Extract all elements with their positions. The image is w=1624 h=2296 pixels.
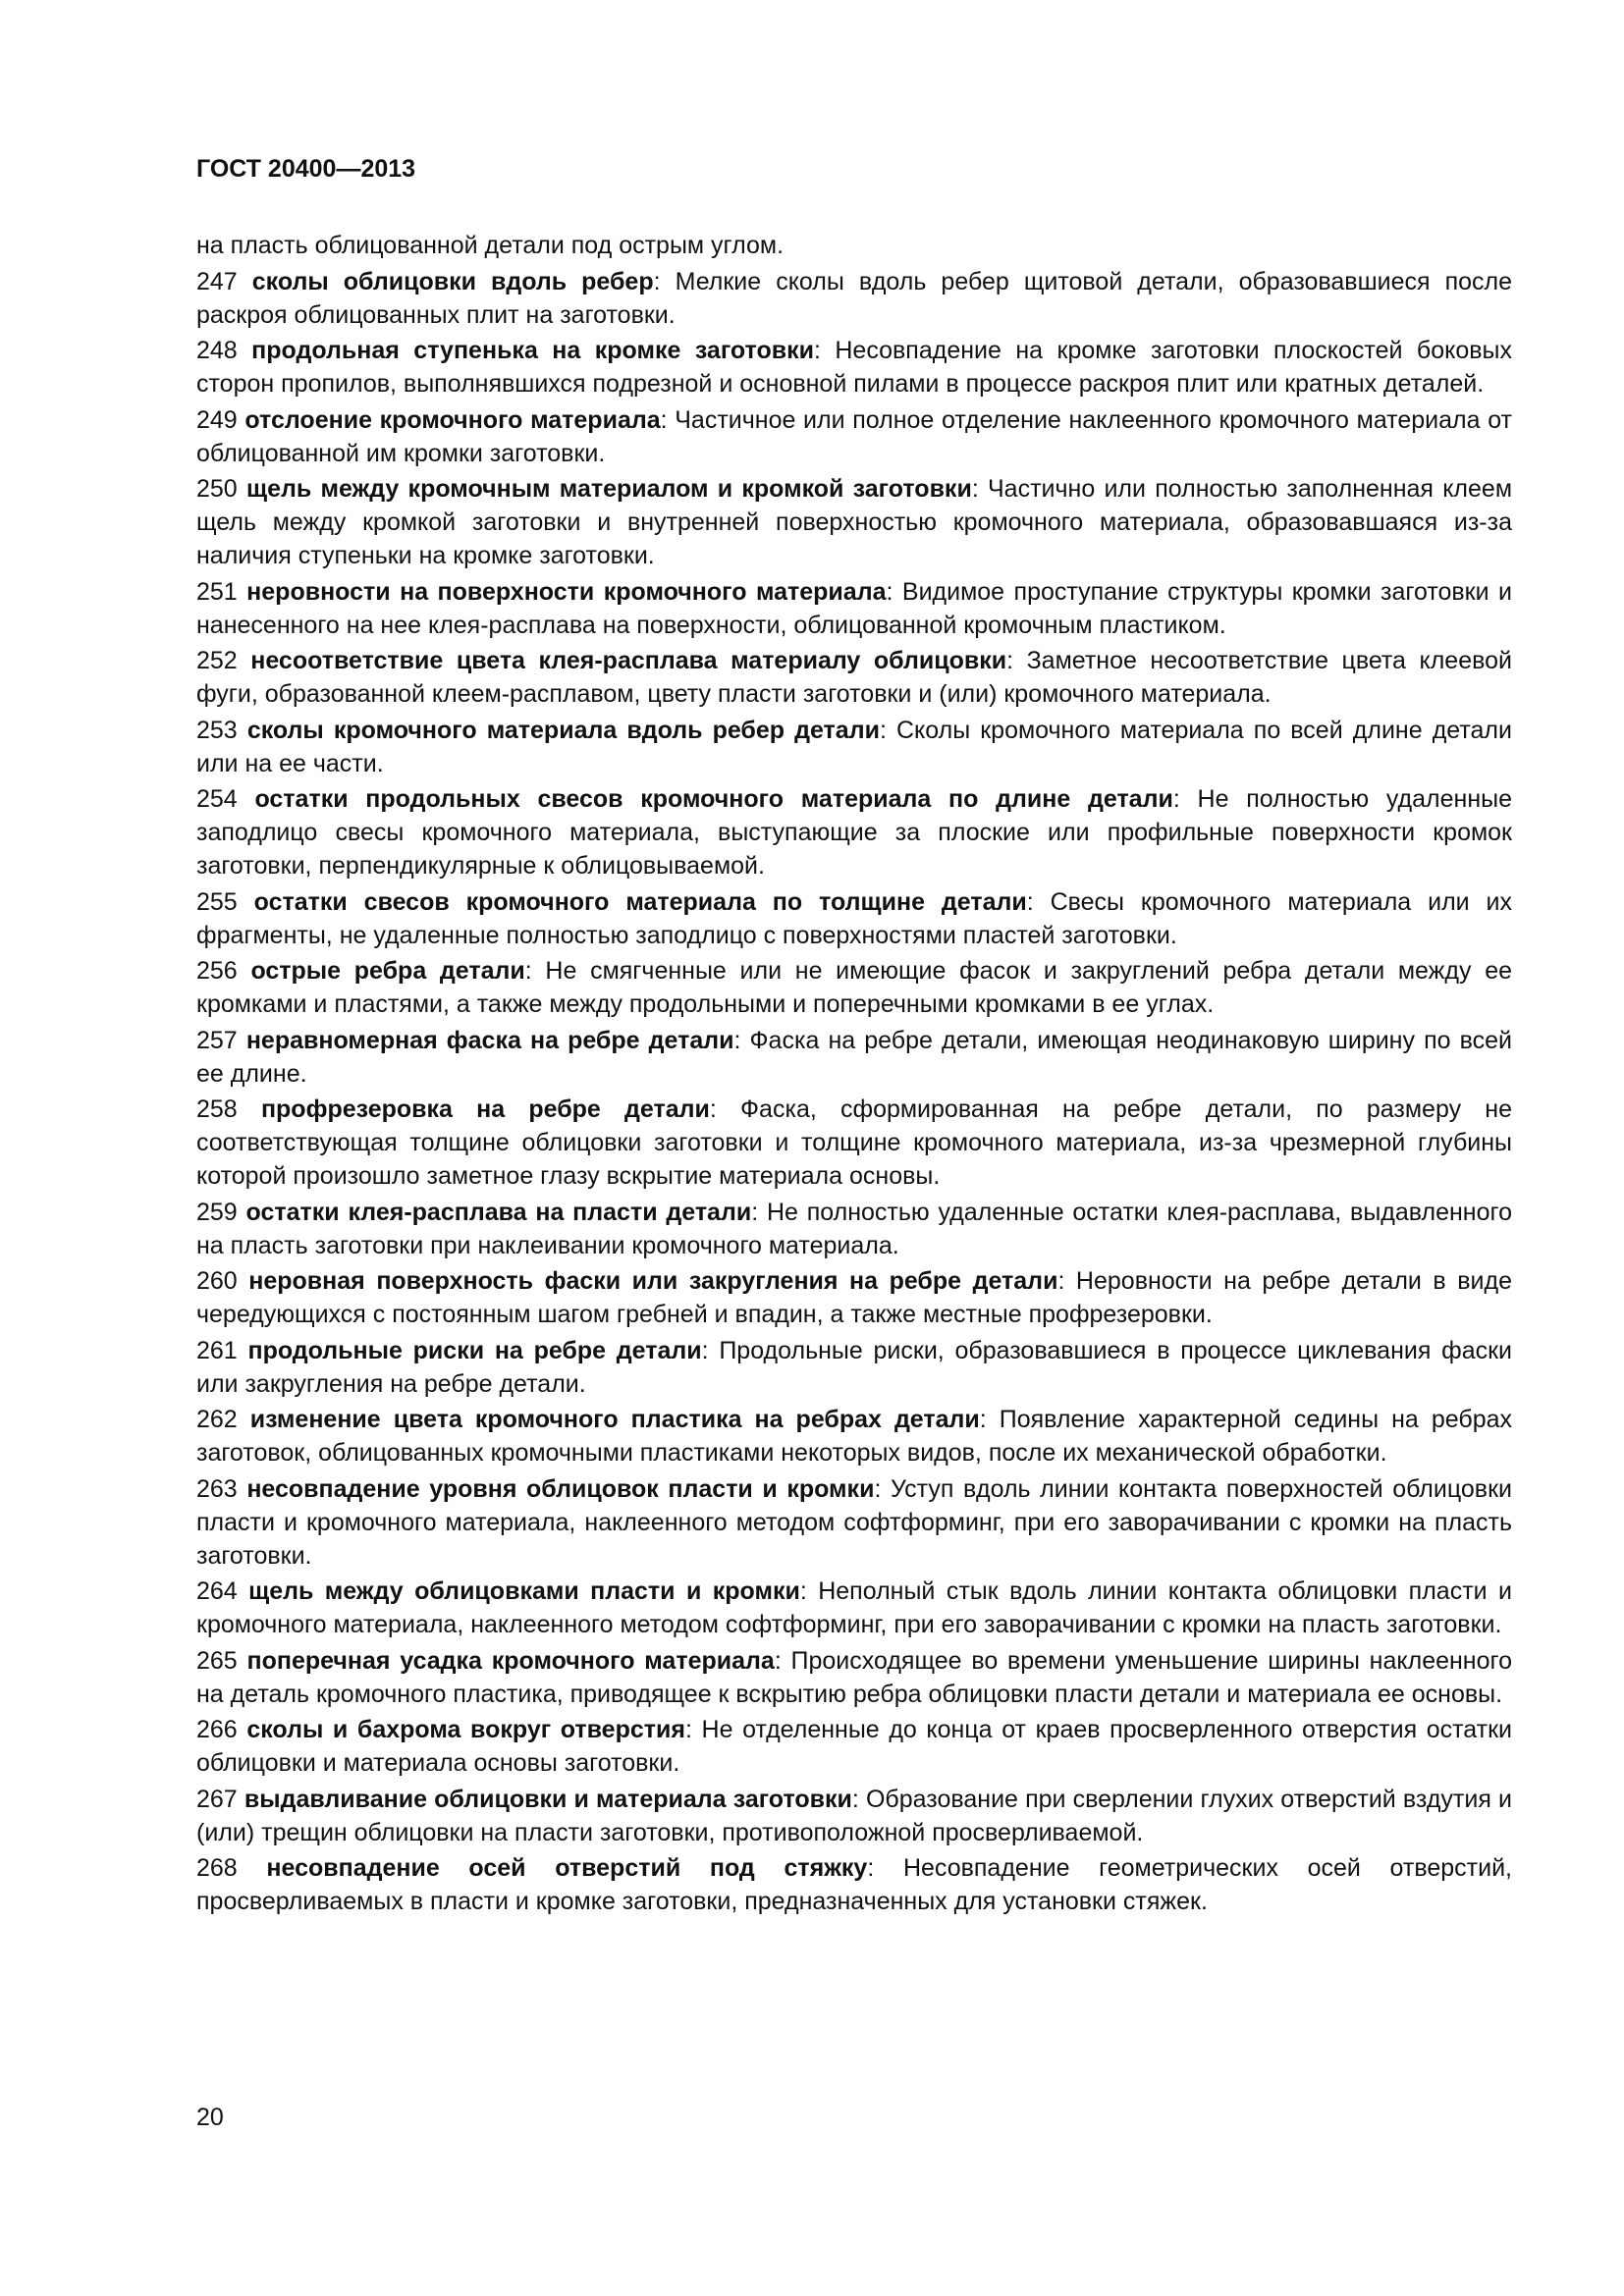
standard-header: ГОСТ 20400—2013 — [196, 155, 416, 183]
term-title: острые ребра детали — [250, 957, 525, 985]
term-title: выдавливание облицовки и материала заготовки — [244, 1785, 852, 1813]
term-entry — [196, 1196, 1512, 1262]
term-definition: : Не смягченные или не имеющие фасок и закруглений ребра детали между ее кромками и пластями, а также между продольными и поперечными кромками в ее углах. — [196, 957, 1512, 1018]
term-entry — [196, 1851, 1512, 1918]
term-entry — [196, 334, 1512, 400]
term-entry — [196, 1093, 1512, 1193]
term-definition: : Заметное несоответствие цвета клеевой фуги, образованной клеем-расплавом, цвету пласти заготовки и (или) кромочного материала. — [196, 647, 1512, 708]
term-title: остатки продольных свесов кромочного материала по длине детали — [254, 785, 1173, 813]
term-title: продольная ступенька на кромке заготовки — [251, 337, 814, 364]
term-definition: : Видимое проступание структуры кромки заготовки и нанесенного на нее клея-расплава на поверхности, облицованной кромочным пластиком. — [196, 577, 1512, 639]
document-page — [196, 152, 1512, 1921]
term-definition: : Сколы кромочного материала по всей длине детали или на ее части. — [196, 716, 1512, 777]
term-entry — [196, 403, 1512, 470]
term-title: несоответствие цвета клея-расплава материалу облицовки — [250, 647, 1007, 674]
term-definition: : Не отделенные до конца от краев просверленного отверстия остатки облицовки и материала основы заготовки. — [196, 1716, 1513, 1777]
term-title: неровная поверхность фаски или закругления на ребре детали — [248, 1267, 1058, 1295]
term-number: 267 — [196, 1785, 238, 1813]
term-definition: : Происходящее во времени уменьшение ширины наклеенного на деталь кромочного пластика, приводящее к вскрытию ребра облицовки пласти детали и материала ее основы. — [196, 1646, 1512, 1708]
term-definition: : Несовпадение геометрических осей отверстий, просверливаемых в пласти и кромке заготовки, предназначенных для установки стяжек. — [196, 1854, 1512, 1915]
term-definition: : Не полностью удаленные остатки клея-расплава, выдавленного на пласть заготовки при наклеивании кромочного материала. — [196, 1198, 1512, 1259]
term-definition: : Неполный стык вдоль линии контакта облицовки пласти и кромочного материала, наклеенного методом софтформинг, при его заворачивании с кромки на пласть заготовки. — [196, 1577, 1513, 1638]
term-title: остатки клея-расплава на пласти детали — [245, 1198, 752, 1226]
term-number: 262 — [196, 1406, 238, 1433]
term-title: сколы кромочного материала вдоль ребер детали — [246, 716, 880, 744]
term-definition: : Частичное или полное отделение наклеенного кромочного материала от облицованной им кромки заготовки. — [196, 405, 1512, 467]
page-number: 20 — [196, 2104, 224, 2131]
term-number: 268 — [196, 1854, 238, 1882]
term-number: 263 — [196, 1474, 238, 1503]
term-number: 249 — [196, 405, 238, 434]
term-entry — [196, 954, 1512, 1021]
term-title: остатки свесов кромочного материала по толщине детали — [253, 887, 1027, 916]
term-definition: : Не полностью удаленные заподлицо свесы кромочного материала, выступающие за плоские или профильные поверхности кромок заготовки, перпендикулярные к облицовываемой. — [196, 785, 1512, 880]
term-title: щель между облицовками пласти и кромки — [248, 1577, 800, 1605]
term-entry — [196, 1024, 1512, 1091]
term-number: 253 — [196, 716, 238, 744]
continuation-text: на пласть облицованной детали под острым углом. — [196, 232, 785, 259]
term-definition: : Мелкие сколы вдоль ребер щитовой детали, образовавшиеся после раскроя облицованных плит на заготовки. — [196, 267, 1513, 329]
term-number: 251 — [196, 577, 238, 606]
term-list — [196, 265, 1512, 1919]
term-entry — [196, 1334, 1512, 1401]
term-definition: : Свесы кромочного материала или их фрагменты, не удаленные полностью заподлицо с поверхностями пластей заготовки. — [196, 887, 1512, 949]
term-title: сколы облицовки вдоль ребер — [251, 267, 654, 295]
term-definition: : Образование при сверлении глухих отверстий вздутия и (или) трещин облицовки на пласти заготовки, противоположной просверливаемой. — [196, 1785, 1512, 1846]
term-title: щель между кромочным материалом и кромкой заготовки — [245, 475, 972, 503]
term-number: 257 — [196, 1026, 238, 1054]
term-definition: : Продольные риски, образовавшиеся в процессе циклевания фаски или закругления на ребре детали. — [196, 1336, 1513, 1398]
term-definition: : Неровности на ребре детали в виде чередующихся с постоянным шагом гребней и впадин, а также местные профрезеровки. — [196, 1267, 1512, 1328]
term-definition: : Фаска, сформированная на ребре детали, по размеру не соответствующая толщине облицовки заготовки и толщине кромочного материала, из-за чрезмерной глубины которой произошло заметное глазу вскрытие материала основы. — [196, 1095, 1512, 1190]
term-entry — [196, 1713, 1512, 1780]
term-number: 255 — [196, 887, 238, 916]
term-number: 254 — [196, 785, 238, 813]
term-title: неравномерная фаска на ребре детали — [245, 1026, 734, 1054]
term-number: 256 — [196, 957, 238, 985]
term-title: поперечная усадка кромочного материала — [246, 1646, 775, 1675]
term-number: 265 — [196, 1646, 238, 1675]
term-entry — [196, 782, 1512, 882]
term-entry — [196, 575, 1512, 642]
term-number: 250 — [196, 475, 238, 503]
term-title: изменение цвета кромочного пластика на ребрах детали — [249, 1406, 980, 1433]
term-entry — [196, 1264, 1512, 1331]
term-definition: : Уступ вдоль линии контакта поверхностей облицовки пласти и кромочного материала, наклеенного методом софтформинг, при его заворачивании с кромки на пласть заготовки. — [196, 1474, 1512, 1570]
term-entry — [196, 1403, 1512, 1469]
term-title: неровности на поверхности кромочного материала — [246, 577, 887, 606]
term-entry — [196, 1472, 1512, 1573]
term-definition: : Появление характерной седины на ребрах заготовок, облицованных кромочными пластиками некоторых видов, после их механической обработки. — [196, 1406, 1512, 1467]
term-title: сколы и бахрома вокруг отверстия — [246, 1716, 685, 1743]
term-number: 261 — [196, 1336, 238, 1364]
term-number: 248 — [196, 337, 238, 364]
term-number: 258 — [196, 1095, 238, 1123]
term-entry — [196, 714, 1512, 780]
term-title: отслоение кромочного материала — [244, 405, 661, 434]
term-entry — [196, 265, 1512, 332]
term-definition: : Фаска на ребре детали, имеющая неодинаковую ширину по всей ее длине. — [196, 1026, 1513, 1088]
term-number: 259 — [196, 1198, 238, 1226]
term-title: несовпадение уровня облицовок пласти и кромки — [246, 1474, 875, 1503]
term-entry — [196, 1575, 1512, 1641]
term-number: 266 — [196, 1716, 238, 1743]
term-entry — [196, 885, 1512, 952]
continuation-paragraph — [196, 229, 1512, 262]
term-entry — [196, 1644, 1512, 1711]
term-title: продольные риски на ребре детали — [247, 1336, 702, 1364]
term-number: 264 — [196, 1577, 238, 1605]
term-definition: : Частично или полностью заполненная клеем щель между кромкой заготовки и внутренней поверхностью кромочного материала, образовавшаяся из-за наличия ступеньки на кромке заготовки. — [196, 475, 1513, 569]
term-number: 252 — [196, 647, 238, 674]
term-definition: : Несовпадение на кромке заготовки плоскостей боковых сторон пропилов, выполнявшихся подрезной и основной пилами в процессе раскроя плит или кратных деталей. — [196, 337, 1512, 398]
term-number: 260 — [196, 1267, 238, 1295]
term-entry — [196, 644, 1512, 711]
term-number: 247 — [196, 267, 238, 295]
term-title: профрезеровка на ребре детали — [260, 1095, 710, 1123]
term-entry — [196, 1783, 1512, 1849]
term-entry — [196, 472, 1512, 572]
term-title: несовпадение осей отверстий под стяжку — [266, 1854, 868, 1882]
